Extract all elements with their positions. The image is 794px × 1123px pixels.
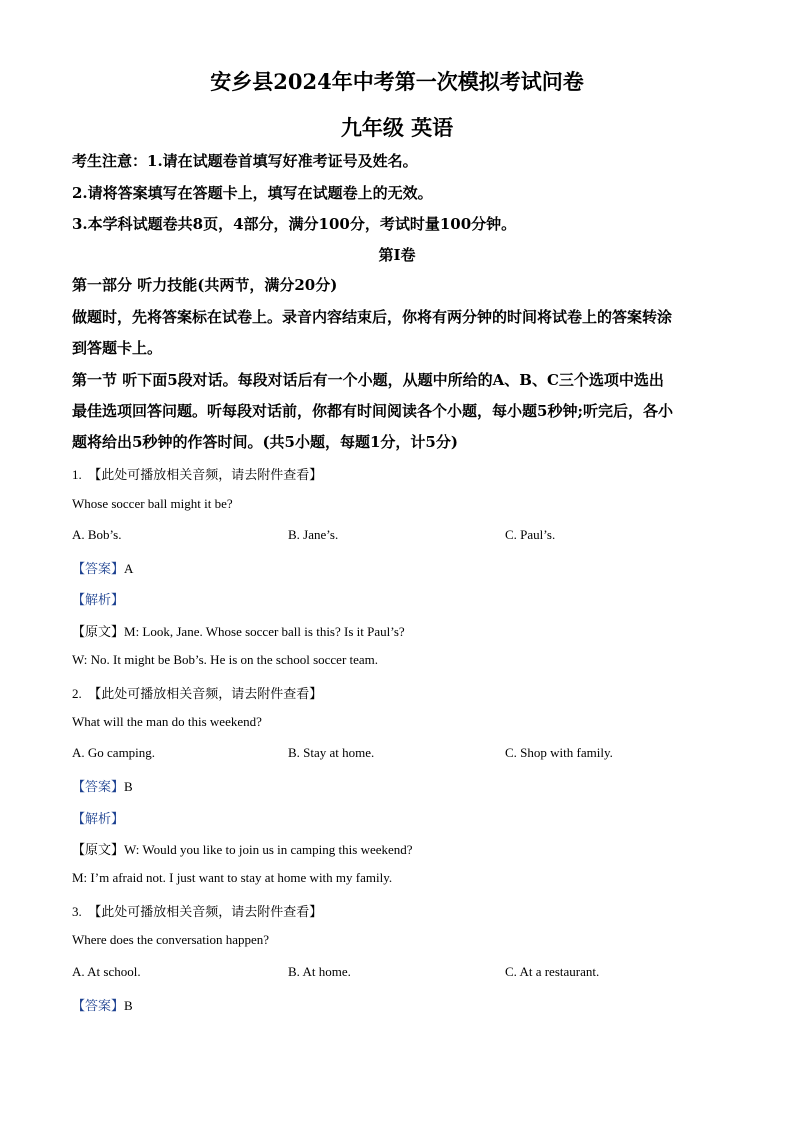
question-1-answer [72, 558, 732, 577]
original-text: W: Would you like to join us in camping this weekend? [124, 842, 413, 857]
question-2-original-1 [72, 839, 732, 858]
question-3-option-a: A. At school. [72, 964, 141, 979]
question-number: 2. [72, 686, 82, 701]
answer-value: B [124, 998, 133, 1013]
section1-instruction-3: 题将给出5秒钟的作答时间。(共5小题，每题1分，计5分) [72, 433, 458, 451]
answer-tag: 【答案】 [72, 779, 125, 794]
question-1-option-c: C. Paul’s. [505, 527, 556, 542]
question-1-original-2: W: No. It might be Bob’s. He is on the school soccer team. [72, 652, 379, 667]
notice-line-2: 2.请将答案填写在答题卡上，填写在试题卷上的无效。 [72, 184, 433, 202]
original-tag: 【原文】 [72, 624, 125, 639]
notice-line-1: 考生注意：1.请在试题卷首填写好准考证号及姓名。 [72, 152, 418, 170]
question-1-text: Whose soccer ball might it be? [72, 496, 233, 511]
original-tag: 【原文】 [72, 842, 125, 857]
notice-line-3: 3.本学科试题卷共8页，4部分，满分100分，考试时量100分钟。 [72, 215, 517, 233]
answer-tag: 【答案】 [72, 561, 125, 576]
analysis-tag: 【解析】 [72, 811, 125, 826]
section1-instruction-1: 第一节 听下面5段对话。每段对话后有一个小题，从题中所给的A、B、C三个选项中选出 [72, 371, 664, 389]
original-text: M: Look, Jane. Whose soccer ball is this? Is it Paul’s? [124, 624, 405, 639]
question-2-answer [72, 776, 732, 795]
question-2-original-2: M: I’m afraid not. I just want to stay at home with my family. [72, 870, 393, 885]
question-2-header [72, 683, 732, 702]
answer-tag: 【答案】 [72, 998, 125, 1013]
audio-note[interactable]: 【此处可播放相关音频，请去附件查看】 [88, 686, 323, 701]
part1-instruction-2: 到答题卡上。 [72, 339, 163, 357]
audio-note[interactable]: 【此处可播放相关音频，请去附件查看】 [88, 467, 323, 482]
volume-heading: 第Ⅰ卷 [378, 246, 416, 264]
part1-heading: 第一部分 听力技能(共两节，满分20分) [72, 276, 338, 294]
question-1-header [72, 464, 732, 483]
question-3-option-b: B. At home. [288, 964, 351, 979]
audio-note[interactable]: 【此处可播放相关音频，请去附件查看】 [88, 904, 323, 919]
question-1-original-1 [72, 621, 732, 640]
question-2-analysis [72, 808, 732, 827]
question-1-option-a: A. Bob’s. [72, 527, 122, 542]
question-3-header [72, 901, 732, 920]
question-3-text: Where does the conversation happen? [72, 932, 270, 947]
question-number: 1. [72, 467, 82, 482]
part1-instruction-1: 做题时，先将答案标在试卷上。录音内容结束后，你将有两分钟的时间将试卷上的答案转涂 [72, 308, 673, 326]
question-2-option-a: A. Go camping. [72, 745, 156, 760]
section1-instruction-2: 最佳选项回答问题。听每段对话前，你都有时间阅读各个小题，每小题5秒钟;听完后，各小 [72, 402, 673, 420]
question-2-text: What will the man do this weekend? [72, 714, 262, 729]
question-2-option-c: C. Shop with family. [505, 745, 613, 760]
question-3-option-c: C. At a restaurant. [505, 964, 600, 979]
page-subtitle: 九年级 英语 [340, 115, 454, 140]
question-1-option-b: B. Jane’s. [288, 527, 339, 542]
question-3-answer [72, 995, 732, 1014]
answer-value: A [124, 561, 134, 576]
question-1-analysis [72, 589, 732, 608]
question-number: 3. [72, 904, 82, 919]
answer-value: B [124, 779, 133, 794]
question-2-option-b: B. Stay at home. [288, 745, 375, 760]
analysis-tag: 【解析】 [72, 592, 125, 607]
page-title: 安乡县2024年中考第一次模拟考试问卷 [210, 69, 584, 94]
